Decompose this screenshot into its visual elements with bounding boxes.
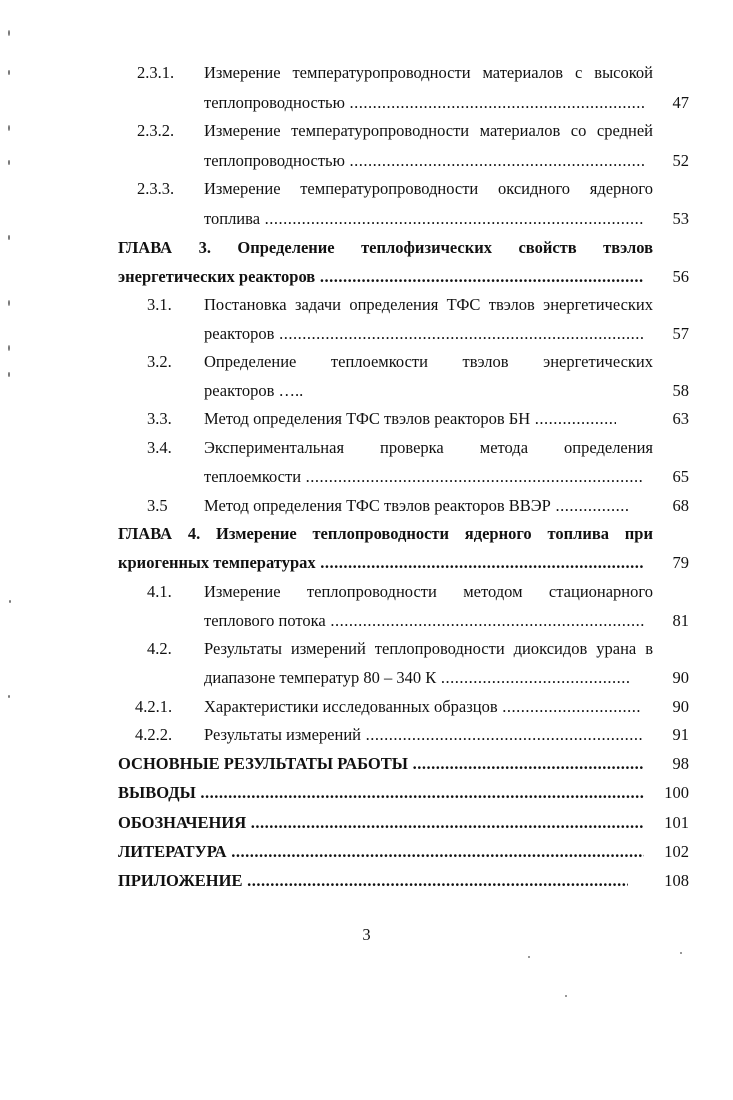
toc-entry-title: Измерение температуропроводности материалов с высокой [204,63,653,82]
toc-entry-title-cont: реакторов ….. [204,381,304,400]
toc-entry-page: 100 [664,783,689,802]
toc-entry-page: 90 [672,668,689,687]
toc-entry-number: 4.2.1. [135,697,173,716]
toc-entry-page: 65 [672,467,689,486]
toc-entry-title: Определение теплоемкости твэлов энергетических [204,352,653,371]
toc-entry-number: 3.1. [147,295,172,314]
toc-entry-title: Экспериментальная проверка метода определения [204,438,653,457]
scan-speck [8,70,10,75]
toc-entry-title-cont: теплового потока ..... [204,606,644,636]
toc-entry-number: 3.5 [147,496,168,515]
toc-entry-title: Метод определения ТФС твэлов реакторов ВВЭР ..... [204,491,630,521]
toc-entry-page: 58 [672,381,689,400]
toc-entry-page: 81 [672,611,689,630]
toc-entry-number: 4.1. [147,582,172,601]
toc-entry-title-cont: теплопроводностью ..... [204,88,644,118]
toc-entry-number: 4.2. [147,639,172,658]
toc-entry-number: 2.3.2. [137,121,175,140]
toc-entry-page: 53 [672,209,689,228]
toc-entry-page: 68 [672,496,689,515]
toc-entry-title: Измерение температуропроводности материалов со средней [204,121,653,140]
scan-speck [565,995,567,997]
toc-entry-title: Результаты измерений теплопроводности диоксидов урана в [204,639,653,658]
toc-entry-number: 2.3.1. [137,63,175,82]
scan-speck [528,956,530,958]
toc-entry-page: 101 [664,813,689,832]
scan-speck [8,300,10,306]
toc-chapter-title-cont: энергетических реакторов ..... [118,262,644,292]
scan-speck [8,235,10,240]
toc-entry-title: Измерение теплопроводности методом стационарного [204,582,653,601]
toc-entry-page: 102 [664,842,689,861]
toc-entry-title-cont: теплоемкости ..... [204,462,644,492]
page-number: 3 [362,925,371,944]
toc-entry-title-cont: теплопроводностью ..... [204,146,644,176]
toc-entry-number: 3.3. [147,409,172,428]
toc-section-title: ОБОЗНАЧЕНИЯ ..... [118,808,644,838]
scan-speck [8,30,10,36]
scan-speck [8,695,10,698]
toc-entry-page: 98 [672,754,689,773]
scan-speck [8,345,10,351]
toc-chapter-title: ГЛАВА 3. Определение теплофизических свойств твэлов [118,238,653,257]
toc-entry-number: 4.2.2. [135,725,173,744]
scan-speck [680,952,682,954]
toc-entry-number: 2.3.3. [137,179,175,198]
toc-chapter-title-cont: криогенных температурах ..... [118,548,644,578]
toc-entry-page: 108 [664,871,689,890]
toc-entry-page: 57 [672,324,689,343]
toc-entry-title: Метод определения ТФС твэлов реакторов БН ..... [204,404,616,434]
toc-entry-title-cont: диапазоне температур 80 – 340 К ..... [204,663,630,693]
toc-entry-page: 91 [672,725,689,744]
toc-entry-title: Результаты измерений ..... [204,720,644,750]
toc-entry-title: Характеристики исследованных образцов ..... [204,692,640,722]
toc-chapter-title: ГЛАВА 4. Измерение теплопроводности ядерного топлива при [118,524,653,543]
toc-section-title: ПРИЛОЖЕНИЕ ..... [118,866,628,896]
toc-entry-page: 63 [672,409,689,428]
toc-section-title: ВЫВОДЫ ..... [118,778,644,808]
toc-section-title: ОСНОВНЫЕ РЕЗУЛЬТАТЫ РАБОТЫ ..... [118,749,644,779]
toc-entry-number: 3.4. [147,438,172,457]
scan-speck [8,125,10,131]
toc-section-title: ЛИТЕРАТУРА ..... [118,837,644,867]
scan-speck [8,372,10,377]
toc-entry-page: 56 [672,267,689,286]
toc-entry-page: 90 [672,697,689,716]
toc-entry-title: Измерение температуропроводности оксидного ядерного [204,179,653,198]
toc-entry-number: 3.2. [147,352,172,371]
toc-entry-title: Постановка задачи определения ТФС твэлов энергетических [204,295,653,314]
toc-entry-title-cont: топлива ..... [204,204,644,234]
toc-entry-page: 52 [672,151,689,170]
toc-entry-page: 47 [672,93,689,112]
scan-speck [8,160,10,165]
scan-speck [9,600,11,603]
toc-entry-page: 79 [672,553,689,572]
toc-entry-title-cont: реакторов ..... [204,319,644,349]
